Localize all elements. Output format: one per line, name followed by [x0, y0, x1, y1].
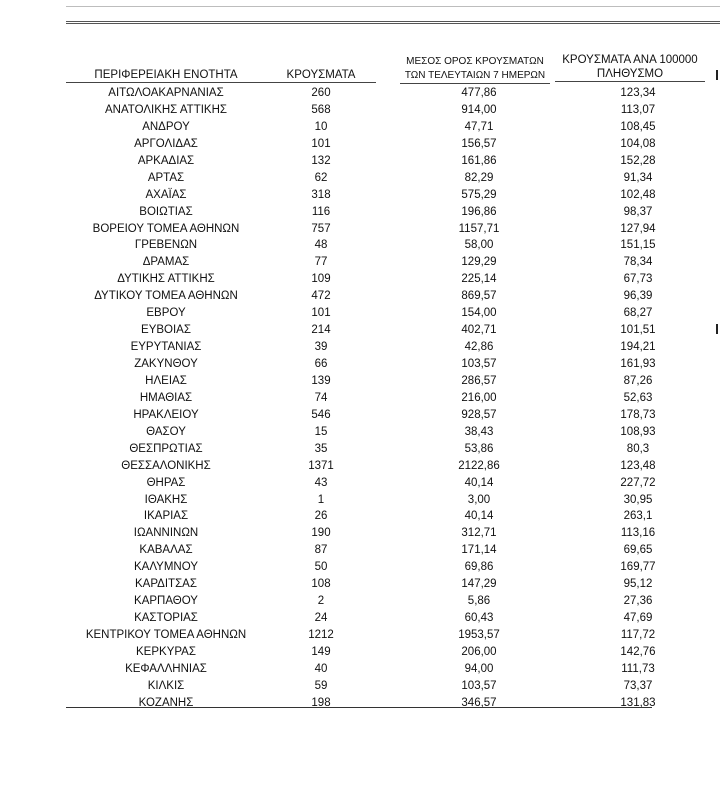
cell-per-100000: 108,45 — [620, 120, 656, 133]
cell-cases: 149 — [311, 645, 331, 658]
table-row — [66, 136, 720, 153]
table-row — [66, 441, 720, 458]
column-header-7day-average-line2: ΤΩΝ ΤΕΛΕΥΤΑΙΩΝ 7 ΗΜΕΡΩΝ — [404, 70, 546, 81]
cell-region: ΔΥΤΙΚΟΥ ΤΟΜΕΑ ΑΘΗΝΩΝ — [94, 290, 238, 303]
cell-region: ΓΡΕΒΕΝΩΝ — [134, 239, 198, 252]
table-row — [66, 678, 720, 695]
cell-7day-average: 1953,57 — [458, 629, 500, 641]
cell-per-100000: 91,34 — [623, 171, 653, 184]
cell-cases: 260 — [311, 87, 331, 99]
cell-per-100000: 27,36 — [623, 595, 653, 608]
table-row — [66, 424, 720, 441]
cell-7day-average: 38,43 — [464, 425, 494, 438]
cell-cases: 10 — [314, 120, 328, 133]
cell-per-100000: 73,37 — [623, 679, 653, 692]
table-row — [66, 237, 720, 254]
table-row — [66, 644, 720, 661]
cell-7day-average: 171,14 — [461, 544, 497, 557]
cell-7day-average: 40,14 — [464, 510, 494, 523]
cell-cases: 568 — [311, 103, 331, 116]
table-row — [66, 661, 720, 678]
cell-7day-average: 40,14 — [464, 476, 494, 489]
cell-cases: 74 — [314, 391, 328, 404]
cell-region: ΙΚΑΡΙΑΣ — [143, 510, 189, 523]
cell-region: ΒΟΙΩΤΙΑΣ — [139, 205, 193, 218]
cell-cases: 59 — [314, 679, 328, 692]
cell-per-100000: 113,07 — [620, 103, 656, 116]
cell-7day-average: 286,57 — [461, 374, 497, 387]
cell-cases: 318 — [311, 188, 331, 201]
cell-7day-average: 2122,86 — [458, 459, 500, 472]
cell-region: ΚΑΛΥΜΝΟΥ — [134, 561, 198, 574]
column-header-region: ΠΕΡΙΦΕΡΕΙΑΚΗ ΕΝΟΤΗΤΑ — [66, 68, 266, 83]
table-row — [66, 170, 720, 187]
table-row — [66, 475, 720, 492]
cell-7day-average: 1157,71 — [458, 222, 500, 235]
table-row — [66, 85, 720, 102]
cell-7day-average: 196,86 — [461, 205, 497, 218]
cell-cases: 190 — [311, 527, 331, 540]
cell-per-100000: 123,48 — [620, 459, 656, 472]
cell-7day-average: 42,86 — [464, 341, 494, 354]
cell-region: ΑΝΑΤΟΛΙΚΗΣ ΑΤΤΙΚΗΣ — [104, 103, 227, 116]
cell-region: ΚΕΡΚΥΡΑΣ — [136, 645, 196, 658]
cell-7day-average: 869,57 — [461, 290, 497, 303]
table-row — [66, 221, 720, 238]
table-row — [66, 305, 720, 322]
table-row — [66, 593, 720, 610]
table-row — [66, 458, 720, 475]
cell-region: ΚΑΡΔΙΤΣΑΣ — [135, 578, 197, 591]
cell-region: ΘΕΣΣΑΛΟΝΙΚΗΣ — [121, 459, 211, 472]
cell-region: ΚΕΝΤΡΙΚΟΥ ΤΟΜΕΑ ΑΘΗΝΩΝ — [85, 629, 247, 641]
cell-cases: 214 — [311, 324, 331, 337]
cell-per-100000: 96,39 — [623, 290, 653, 303]
cell-per-100000: 68,27 — [623, 307, 653, 320]
column-header-per-100000 — [555, 53, 705, 82]
table-row — [66, 356, 720, 373]
table-row — [66, 373, 720, 390]
cell-per-100000: 127,94 — [620, 222, 656, 235]
cell-cases: 109 — [311, 273, 331, 286]
cell-region: ΒΟΡΕΙΟΥ ΤΟΜΕΑ ΑΘΗΝΩΝ — [92, 222, 240, 235]
table-row — [66, 576, 720, 593]
cell-region: ΑΡΚΑΔΙΑΣ — [137, 154, 195, 167]
cell-region: ΗΛΕΙΑΣ — [145, 374, 187, 387]
cell-cases: 1 — [317, 493, 325, 506]
cell-region: ΚΕΦΑΛΛΗΝΙΑΣ — [125, 662, 207, 675]
cell-7day-average: 5,86 — [467, 595, 491, 608]
cell-7day-average: 575,29 — [461, 188, 497, 201]
cell-per-100000: 52,63 — [623, 391, 653, 404]
cell-7day-average: 53,86 — [464, 442, 494, 455]
table-row — [66, 695, 720, 712]
column-header-cases: ΚΡΟΥΣΜΑΤΑ — [266, 68, 376, 83]
cell-cases: 101 — [311, 137, 331, 150]
cell-per-100000: 111,73 — [621, 662, 655, 675]
cell-per-100000: 152,28 — [620, 154, 656, 167]
cell-cases: 116 — [311, 205, 331, 218]
cell-cases: 472 — [311, 290, 331, 303]
cell-7day-average: 225,14 — [461, 273, 497, 286]
column-header-7day-average — [400, 55, 550, 84]
cell-cases: 77 — [314, 256, 328, 269]
cell-region: ΔΥΤΙΚΗΣ ΑΤΤΙΚΗΣ — [117, 273, 215, 286]
cell-region: ΘΑΣΟΥ — [146, 425, 186, 438]
cell-cases: 757 — [311, 222, 331, 235]
cell-cases: 48 — [314, 239, 328, 252]
cell-region: ΙΩΑΝΝΙΝΩΝ — [133, 527, 199, 540]
cell-cases: 87 — [314, 544, 328, 557]
cell-cases: 66 — [314, 358, 328, 370]
cell-7day-average: 914,00 — [461, 103, 497, 116]
cell-region: ΕΥΒΟΙΑΣ — [141, 324, 191, 337]
table-row — [66, 102, 720, 119]
cell-7day-average: 69,86 — [464, 561, 494, 574]
cell-per-100000: 67,73 — [623, 273, 653, 286]
cell-per-100000: 30,95 — [623, 493, 653, 506]
table-row — [66, 407, 720, 424]
cell-cases: 50 — [314, 561, 328, 574]
cell-region: ΚΟΖΑΝΗΣ — [138, 696, 194, 709]
cell-7day-average: 58,00 — [464, 239, 494, 252]
cell-per-100000: 263,1 — [623, 510, 653, 523]
cell-cases: 26 — [314, 510, 328, 523]
cell-per-100000: 95,12 — [623, 578, 653, 591]
cell-region: ΚΙΛΚΙΣ — [147, 679, 185, 692]
cell-per-100000: 78,34 — [623, 256, 653, 269]
table-row — [66, 508, 720, 525]
cell-cases: 1212 — [308, 629, 334, 641]
cell-7day-average: 103,57 — [461, 679, 497, 692]
table-row — [66, 492, 720, 509]
cell-region: ΕΥΡΥΤΑΝΙΑΣ — [130, 341, 202, 354]
cell-7day-average: 477,86 — [461, 87, 497, 99]
cell-cases: 132 — [311, 154, 331, 167]
cell-cases: 2 — [317, 595, 325, 608]
cell-region: ΚΑΣΤΟΡΙΑΣ — [134, 612, 198, 625]
table-row — [66, 187, 720, 204]
cell-7day-average: 206,00 — [461, 645, 497, 658]
cell-cases: 1371 — [308, 459, 334, 472]
cell-7day-average: 346,57 — [461, 696, 497, 709]
table-row — [66, 271, 720, 288]
cell-per-100000: 227,72 — [620, 476, 656, 489]
table-row — [66, 322, 720, 339]
cell-per-100000: 113,16 — [620, 527, 656, 540]
cell-7day-average: 103,57 — [461, 358, 497, 370]
cell-region: ΗΜΑΘΙΑΣ — [139, 391, 193, 404]
column-header-7day-average-line1: ΜΕΣΟΣ ΟΡΟΣ ΚΡΟΥΣΜΑΤΩΝ — [406, 56, 544, 67]
cell-per-100000: 169,77 — [620, 561, 656, 574]
cell-7day-average: 3,00 — [467, 493, 491, 506]
cell-cases: 24 — [314, 612, 328, 625]
cell-7day-average: 156,57 — [461, 137, 497, 150]
cell-7day-average: 129,29 — [461, 256, 497, 269]
cell-region: ΚΑΡΠΑΘΟΥ — [134, 595, 198, 608]
cell-per-100000: 161,93 — [620, 358, 656, 370]
cell-cases: 101 — [311, 307, 331, 320]
cell-region: ΚΑΒΑΛΑΣ — [139, 544, 193, 557]
cell-7day-average: 312,71 — [461, 527, 497, 540]
table-row — [66, 119, 720, 136]
cell-cases: 139 — [311, 374, 331, 387]
cell-region: ΑΡΤΑΣ — [147, 171, 185, 184]
header-double-rule — [66, 21, 720, 22]
table-body — [66, 85, 720, 712]
cell-per-100000: 117,72 — [620, 629, 656, 641]
cell-region: ΕΒΡΟΥ — [146, 307, 186, 320]
table-row — [66, 542, 720, 559]
cell-7day-average: 147,29 — [461, 578, 497, 591]
cell-region: ΘΕΣΠΡΩΤΙΑΣ — [129, 442, 203, 455]
cell-cases: 39 — [314, 341, 328, 354]
cell-per-100000: 47,69 — [623, 612, 653, 625]
cell-per-100000: 98,37 — [623, 205, 653, 218]
top-rule — [66, 6, 720, 7]
table-row — [66, 627, 720, 644]
column-header-per-100000-line1: ΚΡΟΥΣΜΑΤΑ ΑΝΑ 100000 — [562, 54, 698, 66]
cell-per-100000: 104,08 — [620, 137, 656, 150]
cell-per-100000: 87,26 — [623, 374, 653, 387]
table-row — [66, 525, 720, 542]
cell-per-100000: 131,83 — [620, 696, 656, 709]
table-row — [66, 153, 720, 170]
cell-7day-average: 216,00 — [461, 391, 497, 404]
cell-per-100000: 194,21 — [620, 341, 656, 354]
cell-region: ΑΧΑΪΑΣ — [145, 188, 187, 201]
cell-7day-average: 82,29 — [464, 171, 494, 184]
table-row — [66, 254, 720, 271]
cell-cases: 198 — [311, 696, 331, 709]
cell-region: ΗΡΑΚΛΕΙΟΥ — [133, 408, 199, 421]
cell-region: ΔΡΑΜΑΣ — [142, 256, 190, 269]
cell-region: ΘΗΡΑΣ — [146, 476, 186, 489]
cell-per-100000: 123,34 — [620, 87, 656, 99]
cell-cases: 15 — [314, 425, 328, 438]
cell-region: ΑΡΓΟΛΙΔΑΣ — [134, 137, 198, 150]
cell-cases: 62 — [314, 171, 328, 184]
cell-cases: 546 — [311, 408, 331, 421]
cell-per-100000: 101,51 — [620, 324, 656, 337]
header-double-rule-lower — [66, 23, 720, 24]
cell-7day-average: 154,00 — [461, 307, 497, 320]
bottom-rule — [66, 707, 652, 708]
cell-cases: 108 — [311, 578, 331, 591]
cell-per-100000: 178,73 — [620, 408, 656, 421]
cell-7day-average: 94,00 — [464, 662, 494, 675]
cell-region: ΙΘΑΚΗΣ — [144, 493, 188, 506]
cell-per-100000: 102,48 — [620, 188, 656, 201]
column-header-per-100000-line2: ΠΛΗΘΥΣΜΟ — [596, 68, 664, 80]
cell-per-100000: 80,3 — [626, 442, 650, 455]
table-row — [66, 204, 720, 221]
table-row — [66, 288, 720, 305]
cell-cases: 35 — [314, 442, 328, 455]
cell-per-100000: 69,65 — [623, 544, 653, 557]
table-row — [66, 390, 720, 407]
cell-per-100000: 151,15 — [620, 239, 656, 252]
cell-cases: 40 — [314, 662, 328, 675]
cell-per-100000: 108,93 — [620, 425, 656, 438]
cell-7day-average: 161,86 — [461, 154, 497, 167]
cell-7day-average: 402,71 — [461, 324, 497, 337]
cell-cases: 43 — [314, 476, 328, 489]
cropped-column-edge — [716, 70, 718, 80]
cell-7day-average: 47,71 — [464, 120, 494, 133]
table-row — [66, 339, 720, 356]
cell-7day-average: 928,57 — [461, 408, 497, 421]
table-row — [66, 559, 720, 576]
cell-per-100000: 142,76 — [620, 645, 656, 658]
table-row — [66, 610, 720, 627]
cell-region: ΖΑΚΥΝΘΟΥ — [134, 358, 198, 370]
cell-region: ΑΙΤΩΛΟΑΚΑΡΝΑΝΙΑΣ — [108, 87, 224, 99]
cell-region: ΑΝΔΡΟΥ — [142, 120, 190, 133]
cell-7day-average: 60,43 — [464, 612, 494, 625]
